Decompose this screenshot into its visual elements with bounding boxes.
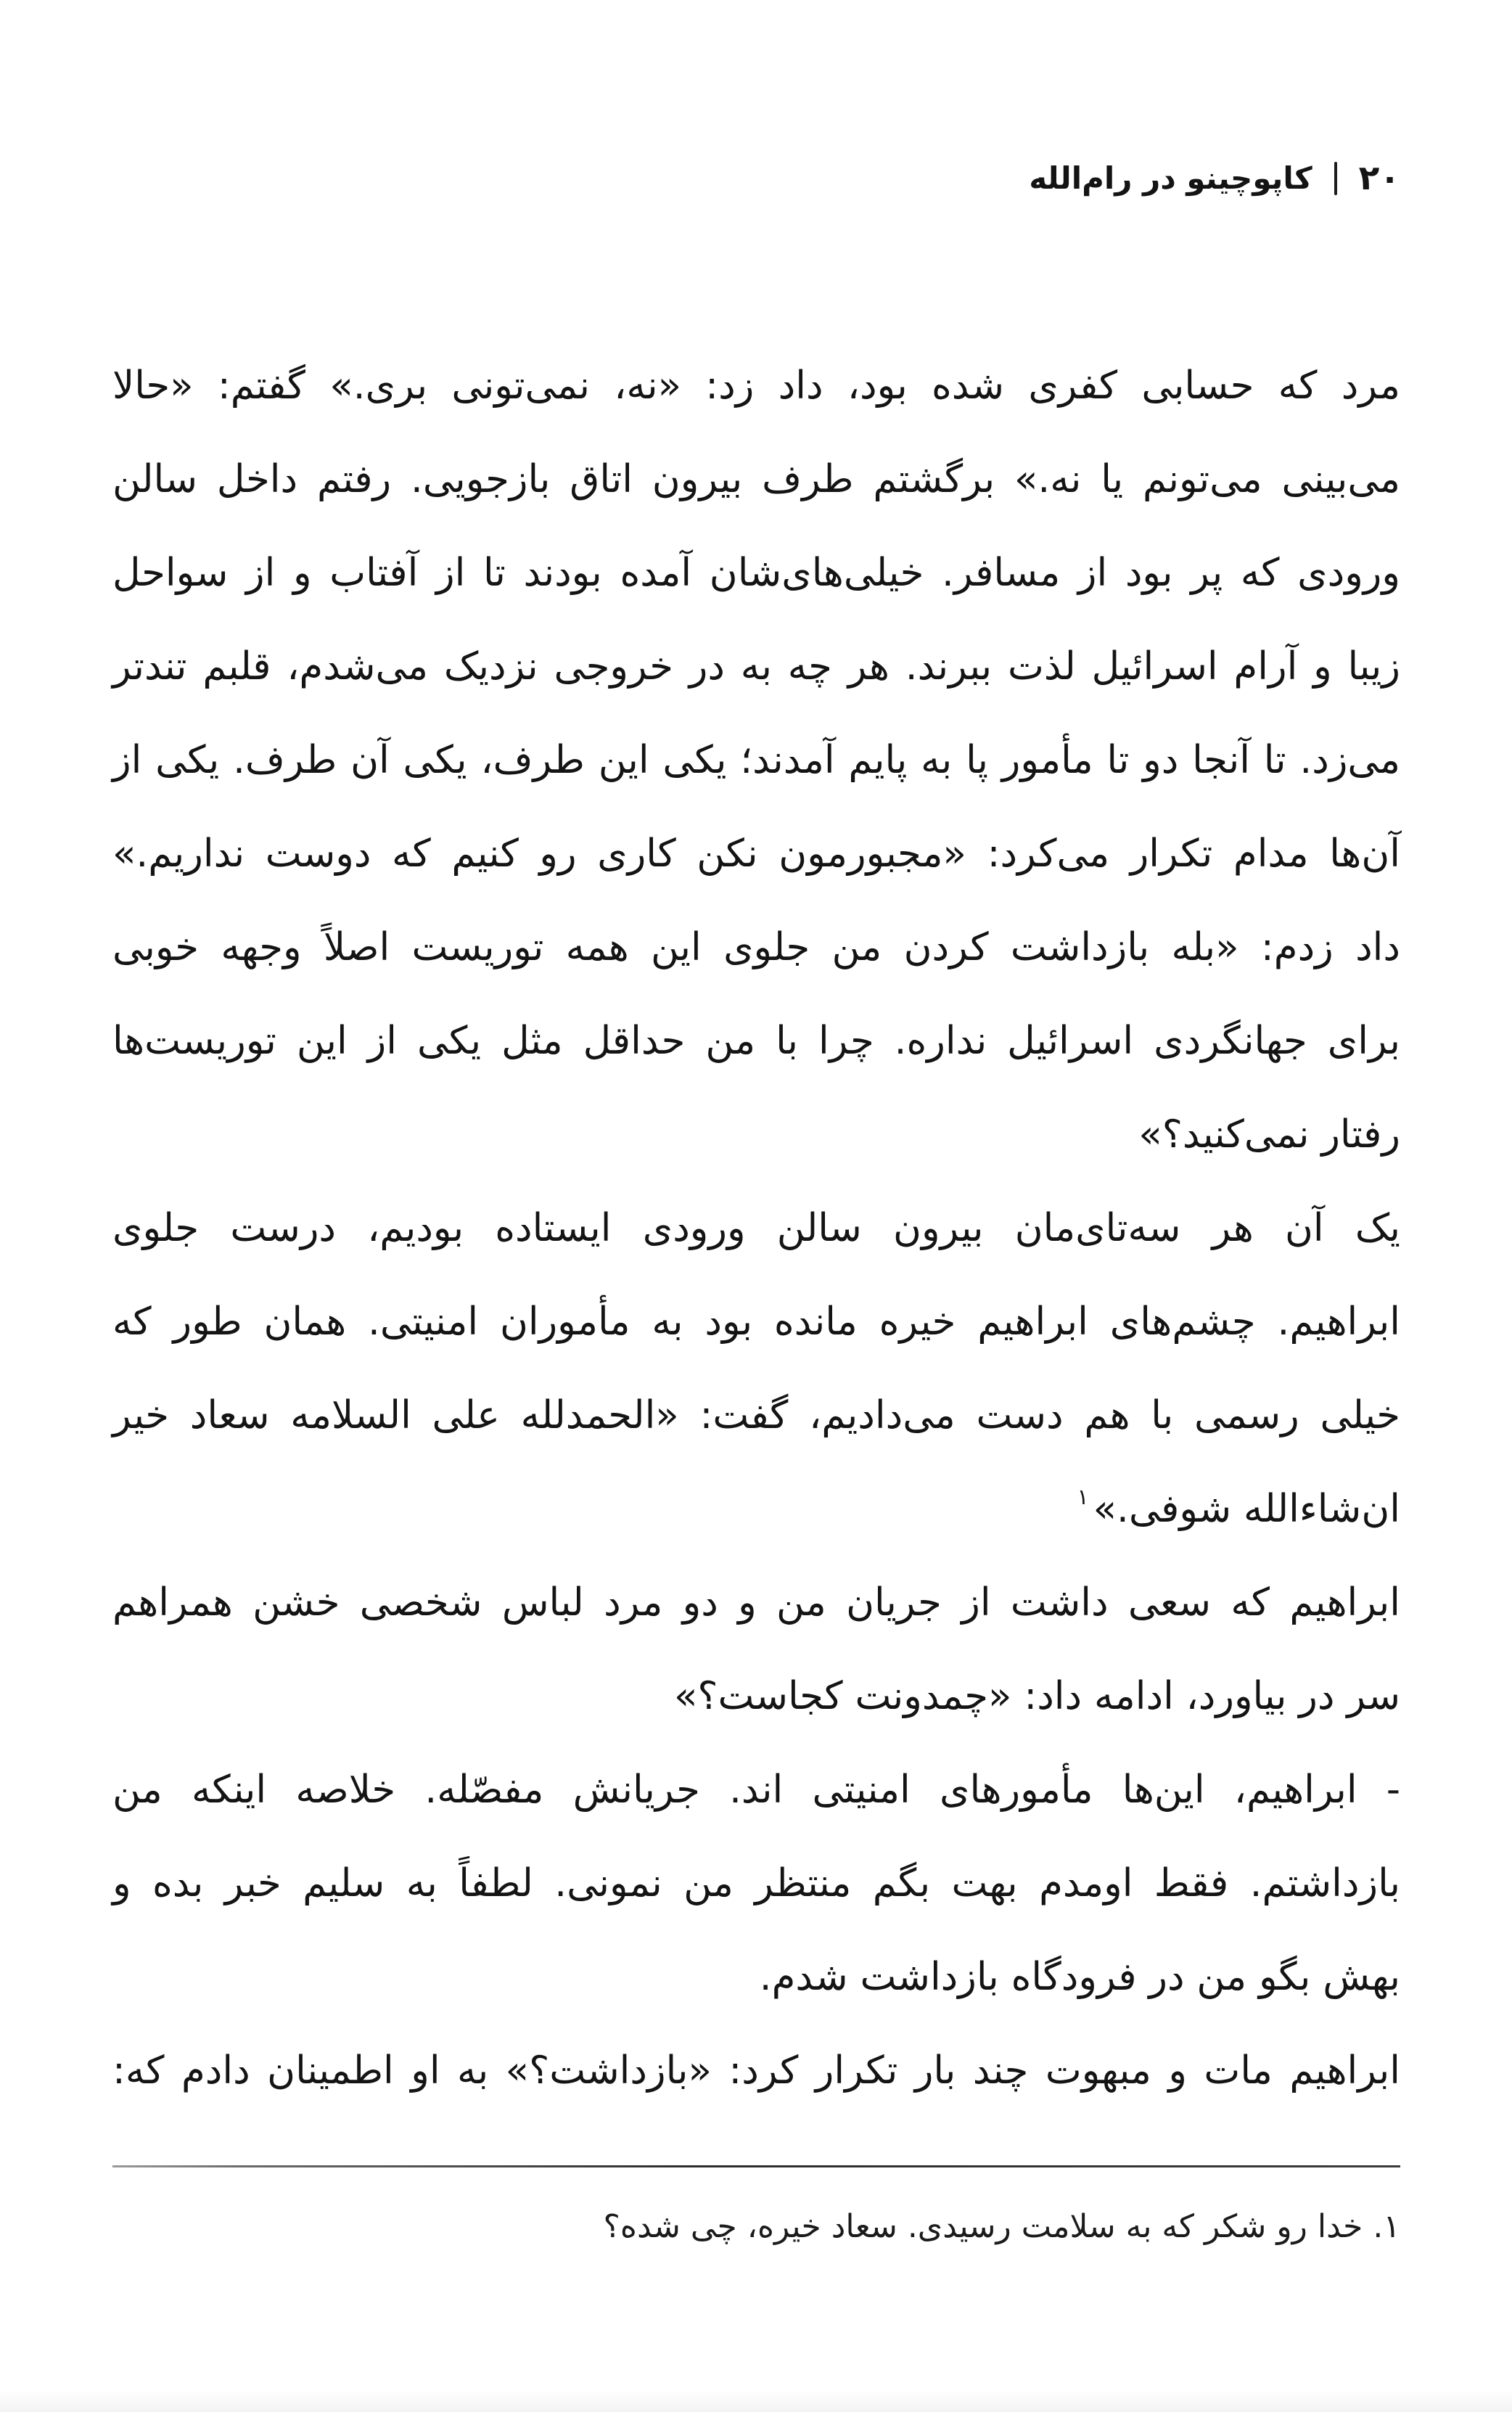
footnote-reference: ۱ <box>1077 1485 1089 1510</box>
text-line-fragment: ان‌شاءالله شوفی.» <box>1093 1487 1400 1531</box>
text-line: می‌بینی می‌تونم یا نه.» برگشتم طرف بیرون اتاق بازجویی. رفتم داخل سالن <box>112 457 1400 501</box>
text-line: رفتار نمی‌کنید؟» <box>1138 1112 1400 1157</box>
text-line: ورودی که پر بود از مسافر. خیلی‌های‌شان آمده بودند تا از آفتاب و از سواحل <box>112 551 1400 595</box>
text-line: ابراهیم. چشم‌های ابراهیم خیره مانده بود به مأموران امنیتی. همان طور که <box>112 1300 1400 1344</box>
text-line: بازداشتم. فقط اومدم بهت بگم منتظر من نمونی. لطفاً به سلیم خبر بده و <box>112 1861 1400 1906</box>
text-line <box>112 1462 1400 1556</box>
text-line: زیبا و آرام اسرائیل لذت ببرند. هر چه به در خروجی نزدیک می‌شدم، قلبم تندتر <box>112 644 1400 689</box>
book-title: کاپوچینو در رام‌الله <box>1029 160 1312 196</box>
text-line: آن‌ها مدام تکرار می‌کرد: «مجبورمون نکن کاری رو کنیم که دوست نداریم.» <box>112 832 1400 876</box>
text-line: داد زدم: «بله بازداشت کردن من جلوی این همه توریست اصلاً وجهه خوبی <box>112 925 1400 969</box>
text-line: بهش بگو من در فرودگاه بازداشت شدم. <box>759 1955 1400 1999</box>
text-line: ابراهیم که سعی داشت از جریان من و دو مرد لباس شخصی خشن همراهم <box>112 1580 1400 1625</box>
text-line: یک آن هر سه‌تای‌مان بیرون سالن ورودی ایستاده بودیم، درست جلوی <box>112 1206 1400 1250</box>
footnote-separator-rule <box>112 2165 1400 2167</box>
page-number: ۲۰ <box>1358 158 1400 198</box>
body-text <box>112 339 1400 2117</box>
text-line: می‌زد. تا آنجا دو تا مأمور پا به پایم آمدند؛ یکی این طرف، یکی آن طرف. یکی از <box>112 738 1400 782</box>
text-line: مرد که حسابی کفری شده بود، داد زد: «نه، نمی‌تونی بری.» گفتم: «حالا <box>112 364 1400 408</box>
text-line: خیلی رسمی با هم دست می‌دادیم، گفت: «الحمدلله علی السلامه سعاد خیر <box>112 1393 1400 1437</box>
footnote: ۱. خدا رو شکر که به سلامت رسیدی. سعاد خیره، چی شده؟ <box>603 2208 1400 2245</box>
text-line: ابراهیم مات و مبهوت چند بار تکرار کرد: «بازداشت؟» به او اطمینان دادم که: <box>112 2048 1400 2093</box>
scan-shadow <box>0 2390 1512 2412</box>
text-line: برای جهانگردی اسرائیل نداره. چرا با من حداقل مثل یکی از این توریست‌ها <box>112 1019 1400 1063</box>
header-divider-bar <box>1334 162 1337 195</box>
text-line: - ابراهیم، این‌ها مأمورهای امنیتی اند. جریانش مفصّله. خلاصه اینکه من <box>112 1768 1400 1812</box>
running-header <box>112 156 1400 201</box>
text-line: سر در بیاورد، ادامه داد: «چمدونت کجاست؟» <box>674 1674 1400 1718</box>
